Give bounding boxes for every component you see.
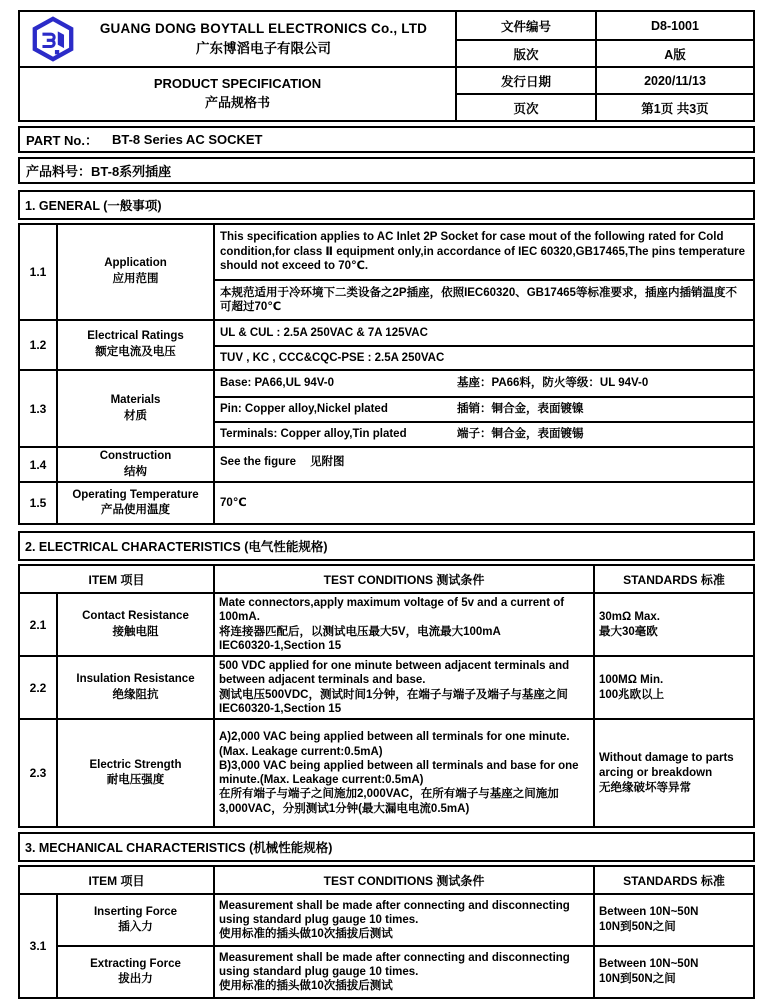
row-label <box>58 947 215 997</box>
part-number-label: PART No.： <box>26 133 98 148</box>
row-number: 1.4 <box>20 448 58 481</box>
standards-cell <box>595 657 753 718</box>
condition-line: Measurement shall be made after connecting and disconnecting using standard plug gauge 10 times. <box>219 899 570 926</box>
item-header: ITEM 项目 <box>20 566 215 592</box>
table-row <box>20 718 753 826</box>
row-label-en: Insulation Resistance <box>76 673 195 686</box>
condition-line: 将连接器匹配后，以测试电压最大5V，电流最大100mA <box>219 625 501 638</box>
standard-line: 100兆欧以上 <box>599 688 665 701</box>
condition-line: 使用标准的插头做10次插拔后测试 <box>219 928 393 941</box>
row-label <box>58 225 215 319</box>
condition-line: 在所有端子与端子之间施加2,000VAC，在所有端子与基座之间施加3,000VAC，分别测试1分钟(最大漏电电流0.5mA) <box>219 788 559 815</box>
part-number-cn-row <box>18 157 755 184</box>
issue-date-value: 2020/11/13 <box>597 66 753 93</box>
company-name <box>76 19 451 58</box>
standard-line: 10N到50N之间 <box>599 973 676 986</box>
construction-row <box>215 448 753 477</box>
row-number: 2.2 <box>20 657 58 718</box>
condition-line: A)2,000 VAC being applied between all terminals for one minute. <box>219 731 570 744</box>
material-text-en: Terminals: Copper alloy,Tin plated <box>220 428 407 441</box>
application-text-en: This specification applies to AC Inlet 2P Socket for case mout of the following rated for Cold condition,for class Ⅱ equipment only,in accordance of IEC 60320,GB17465,The pins temperature should not exceed to 70℃. <box>220 231 746 273</box>
table-row <box>20 225 753 319</box>
row-label-en: Application <box>104 257 167 270</box>
standard-line: 100MΩ Min. <box>599 673 664 686</box>
condition-line: 测试电压500VDC，测试时间1分钟，在端子与端子及端子与基座之间 <box>219 688 568 701</box>
standard-line: Between 10N~50N <box>599 906 699 919</box>
row-label-cn: 插入力 <box>118 921 153 934</box>
issue-date-label: 发行日期 <box>457 66 597 93</box>
section2-table-header <box>20 566 753 592</box>
row-label-cn: 额定电流及电压 <box>95 346 176 358</box>
test-conditions-cell <box>215 657 595 718</box>
page-label: 页次 <box>457 93 597 120</box>
standards-cell <box>595 720 753 826</box>
row-label-cn: 绝缘阻抗 <box>112 688 159 701</box>
document-header <box>18 10 755 122</box>
page-value: 第1页 共3页 <box>597 93 753 120</box>
material-row <box>215 396 753 421</box>
table-row <box>20 893 753 997</box>
material-text-en: Base: PA66,UL 94V-0 <box>220 377 334 390</box>
standards-cell <box>595 594 753 655</box>
row-label-cn: 材质 <box>124 409 147 422</box>
condition-line: 500 VDC applied for one minute between adjacent terminals and between adjacent terminals and base. <box>219 660 570 687</box>
test-conditions-cell <box>215 594 595 655</box>
part-number-cn-value: BT-8系列插座 <box>91 164 172 179</box>
company-name-en: GUANG DONG BOYTALL ELECTRONICS Co., LTD <box>99 21 428 37</box>
row-number: 1.3 <box>20 371 58 446</box>
row-content <box>215 371 753 446</box>
row-number: 2.3 <box>20 720 58 826</box>
standard-line: 30mΩ Max. <box>599 610 660 623</box>
row-label-en: Inserting Force <box>93 905 178 918</box>
test-conditions-cell <box>215 895 595 945</box>
table-row <box>20 655 753 718</box>
material-row <box>215 371 753 396</box>
part-number-cn-label: 产品料号： <box>26 164 92 179</box>
row-label <box>58 657 215 718</box>
row-number: 2.1 <box>20 594 58 655</box>
part-number-value: BT-8 Series AC SOCKET <box>111 132 263 147</box>
standards-cell <box>595 947 753 997</box>
operating-temp-text: 70℃ <box>220 496 247 509</box>
row-content <box>215 448 753 481</box>
row-label-en: Electrical Ratings <box>87 330 184 343</box>
row-label-cn: 拔出力 <box>118 973 153 986</box>
table-subrow <box>58 945 753 997</box>
section1-title: 1. GENERAL (一般事项) <box>18 190 755 220</box>
rating-text: UL & CUL : 2.5A 250VAC & 7A 125VAC <box>220 326 428 339</box>
material-text-en: Pin: Copper alloy,Nickel plated <box>220 403 388 416</box>
construction-text-en: See the figure <box>220 456 297 469</box>
construction-text-cn: 见附图 <box>310 456 345 469</box>
condition-line: 使用标准的插头做10次插拔后测试 <box>219 980 393 993</box>
row-label-cn: 接触电阻 <box>112 625 159 638</box>
row-label-cn: 产品使用温度 <box>101 504 170 517</box>
test-conditions-cell <box>215 720 595 826</box>
document <box>18 10 755 999</box>
row-label-en: Extracting Force <box>90 957 181 970</box>
row-label-cn: 耐电压强度 <box>106 774 165 787</box>
test-conditions-header: TEST CONDITIONS 测试条件 <box>215 566 595 592</box>
doc-number-value: D8-1001 <box>651 18 699 33</box>
row-label-en: Construction <box>99 450 172 462</box>
standard-line: 10N到50N之间 <box>599 921 676 934</box>
rating-text: TUV , KC , CCC&CQC-PSE : 2.5A 250VAC <box>215 345 753 369</box>
company-block <box>20 12 457 66</box>
table-row <box>20 369 753 446</box>
table-row <box>20 481 753 523</box>
revision-value: A版 <box>597 39 753 66</box>
section1-table <box>18 223 755 525</box>
condition-line: Mate connectors,apply maximum voltage of 5v and a current of 100mA. <box>219 597 565 624</box>
revision-label: 版次 <box>457 39 597 66</box>
table-subrow <box>58 895 753 945</box>
company-name-cn: 广东博滔电子有限公司 <box>196 41 331 56</box>
table-row <box>20 446 753 481</box>
document-title-en: PRODUCT SPECIFICATION <box>153 76 322 92</box>
section3-table <box>18 865 755 999</box>
standard-line: Between 10N~50N <box>599 958 699 971</box>
table-row <box>20 319 753 369</box>
item-header: ITEM 项目 <box>20 867 215 893</box>
row-label-en: Contact Resistance <box>82 610 189 623</box>
row-label-cn: 应用范围 <box>112 273 159 285</box>
material-text-cn: 基座：PA66料，防火等级：UL 94V-0 <box>457 377 649 390</box>
row-label-en: Electric Strength <box>89 758 182 771</box>
standard-line: 最大30毫欧 <box>599 625 658 638</box>
row-content <box>215 225 753 319</box>
row-label-en: Materials <box>110 393 161 406</box>
standards-header: STANDARDS 标准 <box>623 572 725 587</box>
row-label-cn: 结构 <box>124 465 147 478</box>
row-label <box>58 483 215 523</box>
part-number-row <box>18 126 755 153</box>
row-label <box>58 594 215 655</box>
section2-title: 2. ELECTRICAL CHARACTERISTICS (电气性能规格) <box>18 531 755 561</box>
standard-line: 无绝缘破坏等异常 <box>599 781 691 794</box>
section3-table-header <box>20 867 753 893</box>
row-number: 1.2 <box>20 321 58 369</box>
standard-line: Without damage to parts arcing or breakdown <box>599 751 734 779</box>
doc-number-label: 文件编号 <box>457 12 597 39</box>
row-content <box>215 483 753 523</box>
row-label <box>58 895 215 945</box>
condition-line: IEC60320-1,Section 15 <box>219 702 342 715</box>
material-text-cn: 插销：铜合金，表面镀镍 <box>457 403 584 416</box>
row-label <box>58 448 215 481</box>
row-subrows <box>58 895 753 997</box>
company-cube-logo-icon <box>30 16 76 62</box>
condition-line: B)3,000 VAC being applied between all terminals and base for one minute.(Max. Leakage current:0.5mA) <box>219 759 579 787</box>
row-number: 1.1 <box>20 225 58 319</box>
row-label <box>58 371 215 446</box>
material-row <box>215 421 753 446</box>
row-content <box>215 321 753 369</box>
document-title <box>20 66 457 120</box>
condition-line: IEC60320-1,Section 15 <box>219 639 342 652</box>
section3-title: 3. MECHANICAL CHARACTERISTICS (机械性能规格) <box>18 832 755 862</box>
application-text-cn: 本规范适用于冷环境下二类设备之2P插座，依照IEC60320、GB17465等标准要求，插座内插销温度不可超过70℃ <box>215 279 753 319</box>
standards-header: STANDARDS 标准 <box>623 873 725 888</box>
row-label <box>58 321 215 369</box>
document-title-cn: 产品规格书 <box>204 95 270 110</box>
material-text-cn: 端子：铜合金，表面镀锡 <box>457 428 584 441</box>
standards-cell <box>595 895 753 945</box>
condition-line: Measurement shall be made after connecting and disconnecting using standard plug gauge 10 times. <box>219 951 570 978</box>
row-number: 1.5 <box>20 483 58 523</box>
section2-table <box>18 564 755 828</box>
test-conditions-header: TEST CONDITIONS 测试条件 <box>215 867 595 893</box>
row-label-en: Operating Temperature <box>72 488 199 501</box>
condition-line: (Max. Leakage current:0.5mA) <box>219 745 383 758</box>
test-conditions-cell <box>215 947 595 997</box>
row-number: 3.1 <box>20 895 58 997</box>
table-row <box>20 592 753 655</box>
row-label <box>58 720 215 826</box>
